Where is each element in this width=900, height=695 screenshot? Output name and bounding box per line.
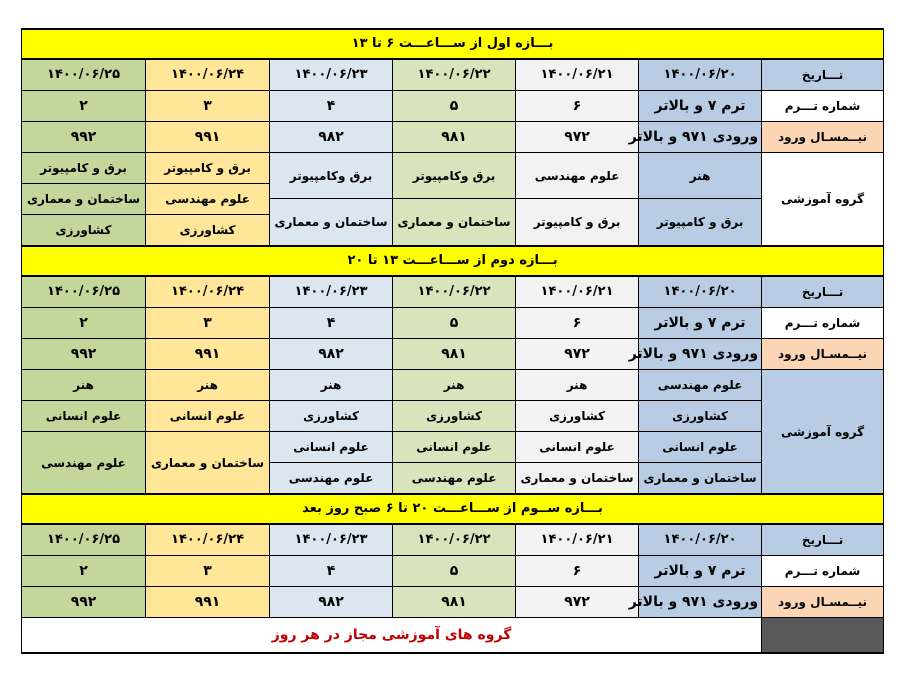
entry-row (22, 339, 884, 370)
group-item: علوم مهندسی (516, 153, 639, 199)
group-item: علوم مهندسی (393, 463, 516, 495)
group-subrow (22, 370, 884, 401)
label-group: گروه آموزشی (762, 370, 884, 495)
entry-cell: ۹۹۱ (146, 339, 270, 370)
date-cell: ۱۴۰۰/۰۶/۲۰ (639, 59, 762, 91)
term-cell: ۵ (393, 308, 516, 339)
term-cell: ۵ (393, 91, 516, 122)
term-cell: ۲ (22, 556, 146, 587)
group-item: کشاورزی (393, 401, 516, 432)
group-item: ساختمان و معماری (393, 199, 516, 247)
date-cell: ۱۴۰۰/۰۶/۲۰ (639, 524, 762, 556)
date-cell: ۱۴۰۰/۰۶/۲۴ (146, 276, 270, 308)
date-cell: ۱۴۰۰/۰۶/۲۳ (270, 59, 393, 91)
date-cell: ۱۴۰۰/۰۶/۲۱ (516, 524, 639, 556)
entry-cell: ۹۹۱ (146, 122, 270, 153)
group-item: برق و کامپیوتر (146, 153, 270, 184)
group-item: علوم انسانی (639, 432, 762, 463)
term-cell: ۶ (516, 308, 639, 339)
entry-cell: ۹۸۲ (270, 122, 393, 153)
term-cell: ۴ (270, 308, 393, 339)
date-cell: ۱۴۰۰/۰۶/۲۰ (639, 276, 762, 308)
entry-cell: ۹۹۲ (22, 339, 146, 370)
entry-cell: ۹۸۲ (270, 587, 393, 618)
term-cell: ۴ (270, 556, 393, 587)
entry-cell: ۹۹۲ (22, 122, 146, 153)
date-cell: ۱۴۰۰/۰۶/۲۳ (270, 276, 393, 308)
date-cell: ۱۴۰۰/۰۶/۲۵ (22, 524, 146, 556)
term-cell: ۲ (22, 308, 146, 339)
note-row (22, 618, 884, 654)
group-item: علوم مهندسی (270, 463, 393, 495)
term-row (22, 308, 884, 339)
period-title: بـــازه ســوم از ســـاعـــت ۲۰ تا ۶ صبح روز بعد (22, 494, 884, 524)
term-cell: ۳ (146, 556, 270, 587)
period-header-row (22, 29, 884, 59)
label-entry: نیــمسـال ورود (762, 339, 884, 370)
label-entry: نیــمسـال ورود (762, 122, 884, 153)
entry-cell: ۹۸۱ (393, 122, 516, 153)
date-row (22, 276, 884, 308)
exam-schedule-table (21, 28, 884, 654)
entry-cell: ورودی ۹۷۱ و بالاتر (639, 339, 762, 370)
group-item: ساختمان و معماری (270, 199, 393, 247)
group-item: ساختمان و معماری (22, 184, 146, 215)
group-item: کشاورزی (270, 401, 393, 432)
group-item: برق وکامپیوتر (270, 153, 393, 199)
group-item: برق و کامپیوتر (639, 199, 762, 247)
date-cell: ۱۴۰۰/۰۶/۲۱ (516, 59, 639, 91)
group-item: کشاورزی (22, 215, 146, 247)
term-cell: ۳ (146, 91, 270, 122)
group-item: علوم مهندسی (22, 432, 146, 495)
entry-cell: ۹۷۲ (516, 587, 639, 618)
group-item: کشاورزی (146, 215, 270, 247)
entry-cell: ورودی ۹۷۱ و بالاتر (639, 587, 762, 618)
entry-cell: ۹۷۲ (516, 122, 639, 153)
label-date: تـــاریخ (762, 59, 884, 91)
date-row (22, 59, 884, 91)
group-subrow (22, 432, 884, 463)
term-cell: ۶ (516, 556, 639, 587)
term-row (22, 91, 884, 122)
group-item: علوم انسانی (146, 401, 270, 432)
group-item: هنر (516, 370, 639, 401)
group-item: علوم انسانی (516, 432, 639, 463)
group-item: ساختمان و معماری (516, 463, 639, 495)
group-item: برق و کامپیوتر (516, 199, 639, 247)
period-header-row (22, 494, 884, 524)
group-item: علوم مهندسی (146, 184, 270, 215)
group-item: برق وکامپیوتر (393, 153, 516, 199)
group-item: علوم انسانی (270, 432, 393, 463)
label-date: تـــاریخ (762, 276, 884, 308)
date-row (22, 524, 884, 556)
term-cell: ۶ (516, 91, 639, 122)
term-cell: ترم ۷ و بالاتر (639, 91, 762, 122)
term-cell: ۳ (146, 308, 270, 339)
term-cell: ۴ (270, 91, 393, 122)
date-cell: ۱۴۰۰/۰۶/۲۲ (393, 524, 516, 556)
period-header-row (22, 246, 884, 276)
entry-cell: ۹۸۱ (393, 587, 516, 618)
date-cell: ۱۴۰۰/۰۶/۲۴ (146, 524, 270, 556)
group-item: کشاورزی (639, 401, 762, 432)
entry-cell: ۹۹۲ (22, 587, 146, 618)
entry-row (22, 587, 884, 618)
date-cell: ۱۴۰۰/۰۶/۲۲ (393, 276, 516, 308)
label-entry: نیــمسـال ورود (762, 587, 884, 618)
group-item: برق و کامپیوتر (22, 153, 146, 184)
entry-cell: ۹۸۱ (393, 339, 516, 370)
label-term: شماره تـــرم (762, 308, 884, 339)
group-item: هنر (270, 370, 393, 401)
group-item: هنر (22, 370, 146, 401)
gray-block (762, 618, 884, 654)
entry-cell: ۹۸۲ (270, 339, 393, 370)
note-cell (22, 618, 762, 654)
group-item: هنر (146, 370, 270, 401)
entry-cell: ۹۹۱ (146, 587, 270, 618)
group-item: هنر (393, 370, 516, 401)
period-title: بـــازه اول از ســـاعـــت ۶ تا ۱۳ (22, 29, 884, 59)
entry-row (22, 122, 884, 153)
group-item: ساختمان و معماری (146, 432, 270, 495)
label-group: گروه آموزشی (762, 153, 884, 247)
group-item: کشاورزی (516, 401, 639, 432)
period-title: بـــازه دوم از ســـاعـــت ۱۳ تا ۲۰ (22, 246, 884, 276)
group-item: علوم انسانی (22, 401, 146, 432)
group-item: ساختمان و معماری (639, 463, 762, 495)
note-text: گروه های آموزشی مجاز در هر روز (271, 627, 512, 643)
label-date: تـــاریخ (762, 524, 884, 556)
term-cell: ترم ۷ و بالاتر (639, 308, 762, 339)
date-cell: ۱۴۰۰/۰۶/۲۵ (22, 276, 146, 308)
term-cell: ترم ۷ و بالاتر (639, 556, 762, 587)
date-cell: ۱۴۰۰/۰۶/۲۳ (270, 524, 393, 556)
date-cell: ۱۴۰۰/۰۶/۲۵ (22, 59, 146, 91)
group-subrow (22, 153, 884, 169)
date-cell: ۱۴۰۰/۰۶/۲۴ (146, 59, 270, 91)
group-subrow (22, 401, 884, 432)
term-cell: ۵ (393, 556, 516, 587)
group-item: هنر (639, 153, 762, 199)
entry-cell: ورودی ۹۷۱ و بالاتر (639, 122, 762, 153)
label-term: شماره تـــرم (762, 91, 884, 122)
entry-cell: ۹۷۲ (516, 339, 639, 370)
term-row (22, 556, 884, 587)
date-cell: ۱۴۰۰/۰۶/۲۱ (516, 276, 639, 308)
group-item: علوم انسانی (393, 432, 516, 463)
label-term: شماره تـــرم (762, 556, 884, 587)
date-cell: ۱۴۰۰/۰۶/۲۲ (393, 59, 516, 91)
term-cell: ۲ (22, 91, 146, 122)
group-item: علوم مهندسی (639, 370, 762, 401)
